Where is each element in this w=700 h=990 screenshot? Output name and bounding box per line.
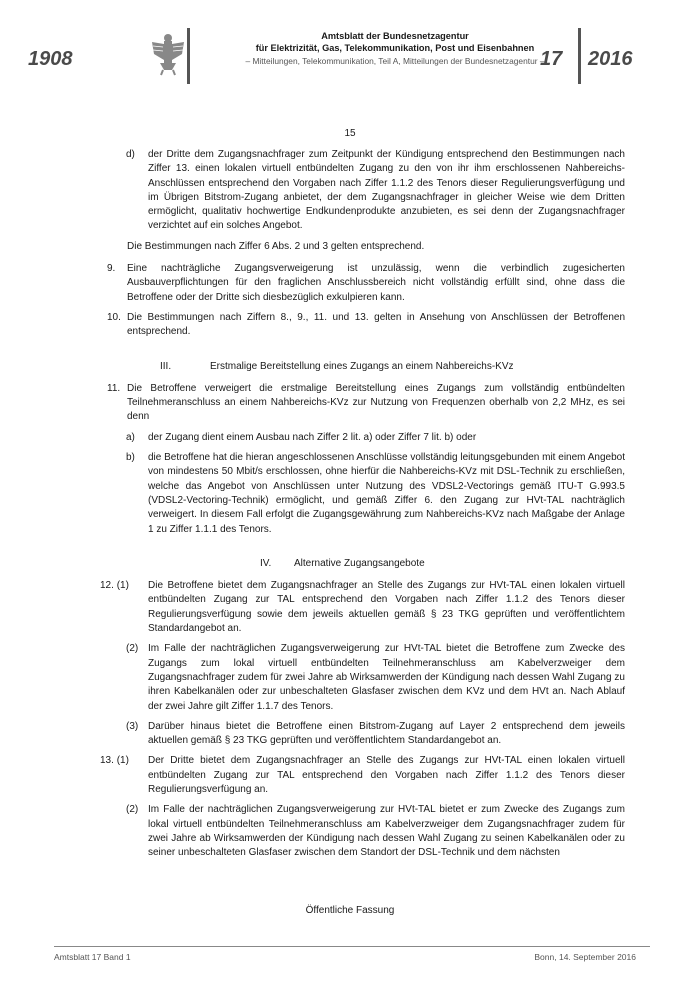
federal-eagle-icon [150, 30, 186, 76]
section-iii-number: III. [160, 360, 172, 372]
item-11-text: Die Betroffene verweigert die erstmalige Bereitstellung eines Zugangs zum vollständig entbündelten Teilnehmeranschluss an einem Nahbereichs-KVz zur Nutzung von Frequenzen oberhalb von 2,2 MHz, es sei denn [127, 382, 625, 423]
section-heading-iii [160, 360, 625, 374]
issue-year: 2016 [588, 48, 633, 70]
item-11b-label: b) [126, 452, 135, 464]
item-d-label: d) [126, 149, 135, 160]
item-12-2-text: Im Falle der nachträglichen Zugangsverweigerung zur HVt-TAL bietet die Betroffene zum Zwecke des Zugangs zum lokal virtuell entbündelten Teilnehmeranschluss am Kabelverzweiger dem Zugangsnachfrager zudem für zwei Jahre ab Wirksamwerden der Kündigung nach dessen Wahl Zugang zu ihren Kabelkanälen oder zur unbeschalteten Glasfaser zwischen dem KVz und dem HVt an. Nach Ablauf der zwei Jahre gilt Ziffer 1.1.7 des Tenors. [148, 643, 625, 712]
journal-title-line2: für Elektrizität, Gas, Telekommunikation, Post und Eisenbahnen [255, 43, 535, 53]
document-body [78, 148, 625, 866]
item-11a [126, 431, 625, 445]
item-11a-text: der Zugang dient einem Ausbau nach Ziffer 2 lit. a) oder Ziffer 7 lit. b) oder [148, 431, 477, 443]
item-13-2-label: (2) [126, 804, 139, 816]
journal-title-line1: Amtsblatt der Bundesnetzagentur [321, 31, 469, 41]
public-version-label: Öffentliche Fassung [305, 905, 395, 916]
item-d-text: der Dritte dem Zugangsnachfrager zum Zeitpunkt der Kündigung entsprechend den Bestimmungen nach Ziffer 13. einen lokalen virtuell entbündelten Zugang zu den von ihr ihm erschlossenen Nahbereichs-Anschlüssen entsprechend den Vorgaben nach Ziffer 1.1.2 des Tenors dieser Regulierungsverfügung und im Übrigen Bitstrom-Zugang anbietet, der dem Zugangsnachfrager in gleicher Weise wie dem Dritten ermöglicht, qualitativ hochwertige Endkundenprodukte anzubieten, es sei denn der Zugangsnachfrager verzichtet auf ein solches Angebot. [148, 149, 625, 232]
item-13-label: 13. [100, 755, 114, 767]
document-page-label: 15 [344, 128, 356, 139]
item-12-1-label: (1) [116, 580, 129, 592]
header-divider-right [578, 28, 581, 84]
item-9-label: 9. [107, 263, 116, 275]
item-13-1-text: Der Dritte bietet dem Zugangsnachfrager an Stelle des Zugangs zur HVt-TAL einen lokalen virtuell entbündelten Zugang zur TAL entsprechend den Vorgaben nach Ziffer 1.1.2 des Tenors dieser Regulierungsverfügung an. [148, 755, 625, 795]
item-12-3 [126, 720, 625, 749]
issue-number: 17 [540, 48, 563, 70]
footer-left: Amtsblatt 17 Band 1 [54, 952, 131, 962]
footer-right: Bonn, 14. September 2016 [534, 952, 636, 962]
item-9 [107, 262, 625, 305]
item-13-2 [126, 803, 625, 860]
section-iv-title: Alternative Zugangsangebote [294, 557, 425, 569]
item-13-1 [100, 754, 625, 797]
item-12-1 [100, 579, 625, 636]
item-12-2-label: (2) [126, 643, 139, 655]
item-10 [107, 311, 625, 340]
item-10-text: Die Bestimmungen nach Ziffern 8., 9., 11. und 13. gelten in Ansehung von Anschlüssen der Betroffenen entsprechend. [127, 311, 625, 338]
item-11 [107, 382, 625, 425]
section-iv-number: IV. [260, 557, 272, 569]
item-12-2 [126, 642, 625, 713]
item-11a-label: a) [126, 431, 135, 443]
section-iii-title: Erstmalige Bereitstellung eines Zugangs an einem Nahbereichs-KVz [210, 360, 514, 372]
item-12-label: 12. [100, 580, 114, 592]
journal-subtitle: – Mitteilungen, Telekommunikation, Teil A, Mitteilungen der Bundesnetzagentur – [245, 56, 545, 66]
item-13-1-label: (1) [116, 755, 129, 767]
page-number: 1908 [28, 48, 73, 70]
item-13-2-text: Im Falle der nachträglichen Zugangsverweigerung zur HVt-TAL bietet er zum Zwecke des Zugangs zum lokal virtuell entbündelten Teilnehmeranschluss am Kabelverzweiger dem Zugangsnachfrager zudem für zwei Jahre ab Wirksamwerden der Kündigung nach dessen Wahl Zugang zu seinen Kabelkanälen oder zu seiner unbeschalteten Glasfaser zwischen dem Standort der DSL-Technik und dem nächsten [148, 804, 625, 859]
item-10-label: 10. [107, 311, 121, 323]
item-12-3-text: Darüber hinaus bietet die Betroffene einen Bitstrom-Zugang auf Layer 2 entsprechend dem jeweils aktuellen gemäß § 23 TKG geprüften und veröffentlichtem Standardangebot an. [148, 720, 625, 747]
footer-divider [54, 946, 650, 947]
item-11b [126, 451, 625, 537]
item-11b-text: die Betroffene hat die hieran angeschlossenen Anschlüsse vollständig leitungsgebunden mit einem Angebot von mindestens 50 Mbit/s erschlossen, ohne hierfür die Nahbereichs-KVz mit DSL-Technik zu erschließen, welche das Angebot von Anschlüssen unter Nutzung des VDSL2-Vectorings gemäß ITU-T G.993.5 (VDSL2-Vectoring-Technik) ermöglicht, und gemäß Ziffer 6. den Zugang zur HVt-TAL nachträglich verweigert. In diesem Fall erfolgt die Zugangsgewährung zum Nahbereichs-KVz nach Maßgabe der Anlage 1 zu Ziffer 1.1.1 des Tenors. [148, 452, 625, 535]
item-12-3-label: (3) [126, 720, 139, 732]
section-heading-iv [260, 557, 625, 571]
item-9-text: Eine nachträgliche Zugangsverweigerung ist unzulässig, wenn die verbindlich zugesicherten Ausbauverpflichtungen für den fraglichen Anschlussbereich nicht vollständig erfüllt sind, ohne dass die Betroffene oder der Dritte sich diesbezüglich exkulpieren kann. [127, 263, 625, 303]
paragraph-after-d: Die Bestimmungen nach Ziffer 6 Abs. 2 und 3 gelten entsprechend. [127, 240, 425, 252]
item-11-label: 11. [107, 382, 121, 394]
item-12-1-text: Die Betroffene bietet dem Zugangsnachfrager an Stelle des Zugangs zur HVt-TAL einen lokalen virtuell entbündelten Zugang zur TAL entsprechend den Vorgaben nach Ziffer 1.1.2 des Tenors dieser Regulierungsverfügung sowie dem jeweils aktuellen gemäß § 23 TKG geprüften und veröffentlichtem Standardangebot an. [148, 580, 625, 635]
journal-title [190, 30, 600, 54]
item-d [126, 148, 625, 234]
